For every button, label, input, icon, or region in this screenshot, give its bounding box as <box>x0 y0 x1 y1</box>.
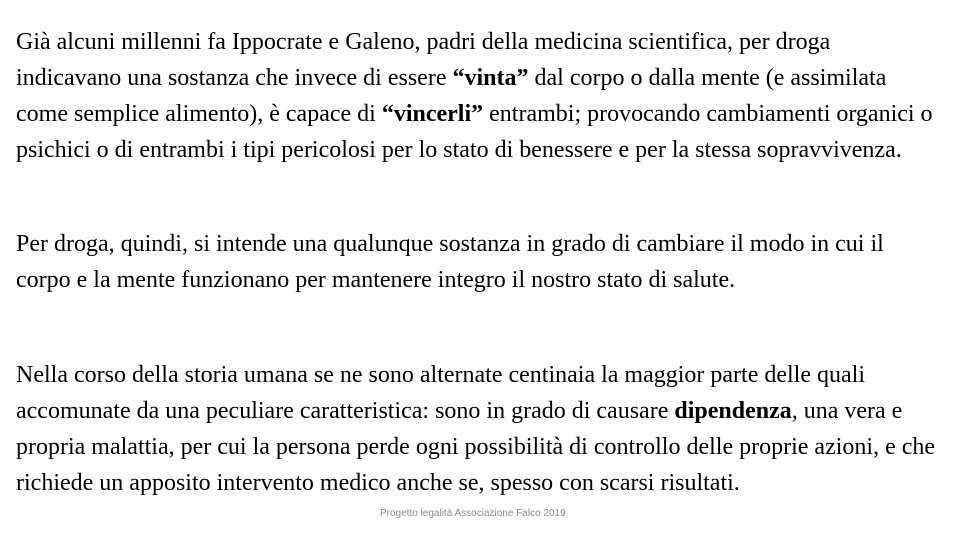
emphasis-vincerli: “vincerli” <box>381 101 484 127</box>
emphasis-vinta: “vinta” <box>452 65 529 91</box>
paragraph-text: Nella corso della storia umana se ne sono alternate centinaia la maggior parte delle quali accomunate da una peculiare caratteristica: sono in grado di causare <box>16 362 865 424</box>
paragraph-text: , una vera e propria malattia, per cui la persona perde ogni possibilità di controllo delle proprie azioni, e che richiede un apposito intervento medico anche se, spesso con scarsi risultati. <box>16 398 936 496</box>
emphasis-dipendenza: dipendenza <box>674 398 792 424</box>
paragraph-text: Per droga, quindi, si intende una qualunque sostanza in grado di cambiare il modo in cui il corpo e la mente funzionano per mantenere integro il nostro stato di salute. <box>16 231 884 293</box>
paragraph-definition <box>16 226 936 298</box>
paragraph-text: Già alcuni millenni fa Ippocrate e Galeno, padri della medicina scientifica, per droga indicavano una sostanza che invece di essere <box>16 29 831 91</box>
paragraph-history <box>16 24 936 168</box>
paragraph-text: entrambi; provocando cambiamenti organici o psichici o di entrambi i tipi pericolosi per lo stato di benessere e per la stessa sopravvivenza. <box>16 101 933 163</box>
paragraph-text: dal corpo o dalla mente (e assimilata come semplice alimento), è capace di <box>16 65 887 127</box>
footer-credit: Progetto legalità Associazione Falco 2019 <box>380 508 566 519</box>
paragraph-dependence <box>16 357 936 501</box>
